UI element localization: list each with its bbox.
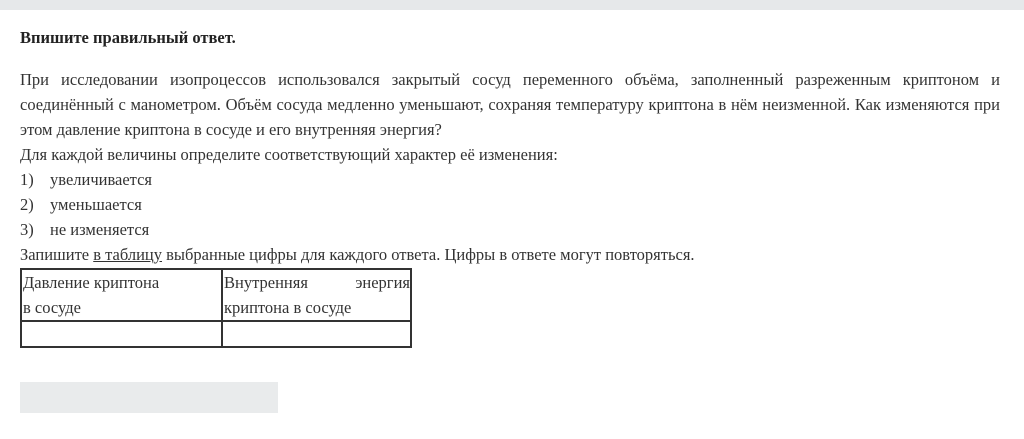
answer-cell-pressure[interactable] [21,321,222,347]
option-1 [20,167,1000,192]
header-energy-line1 [224,270,410,295]
header-energy-word2: энергия [355,273,410,292]
option-text: увеличивается [50,170,153,189]
option-3 [20,217,1000,242]
top-bar [0,0,1024,10]
write-prefix: Запишите [20,245,90,264]
header-pressure-line2: в сосуде [23,298,81,317]
answer-cell-energy[interactable] [222,321,411,347]
option-2 [20,192,1000,217]
table-link[interactable]: в таблицу [93,245,163,264]
header-pressure-line1: Давление криптона [23,273,160,292]
task-instruction: Впишите правильный ответ. [20,28,236,47]
task-paragraph: При исследовании изопроцессов использовался закрытый сосуд переменного объёма, заполненный разреженным криптоном и соединённый с манометром. Объём сосуда медленно уменьшают, сохраняя температуру криптона в нём неизменной. Как изменяются при этом давление криптона в сосуде и его внутренняя энергия? [20,70,1000,139]
option-number: 1) [20,170,34,189]
task-content [20,26,1000,348]
write-suffix: выбранные цифры для каждого ответа. Цифры в ответе могут повторяться. [166,245,695,264]
option-number: 3) [20,220,34,239]
option-number: 2) [20,195,34,214]
table-header-row [21,269,411,321]
task-prompt: Для каждой величины определите соответствующий характер её изменения: [20,145,558,164]
header-energy-word1: Внутренняя [224,273,308,292]
write-instruction [20,242,1000,267]
option-text: уменьшается [50,195,142,214]
header-pressure [21,269,222,321]
option-text: не изменяется [50,220,150,239]
header-energy-line2: криптона в сосуде [224,298,352,317]
header-energy [222,269,411,321]
table-answer-row [21,321,411,347]
answer-table [20,268,412,348]
answer-input[interactable] [20,382,278,413]
